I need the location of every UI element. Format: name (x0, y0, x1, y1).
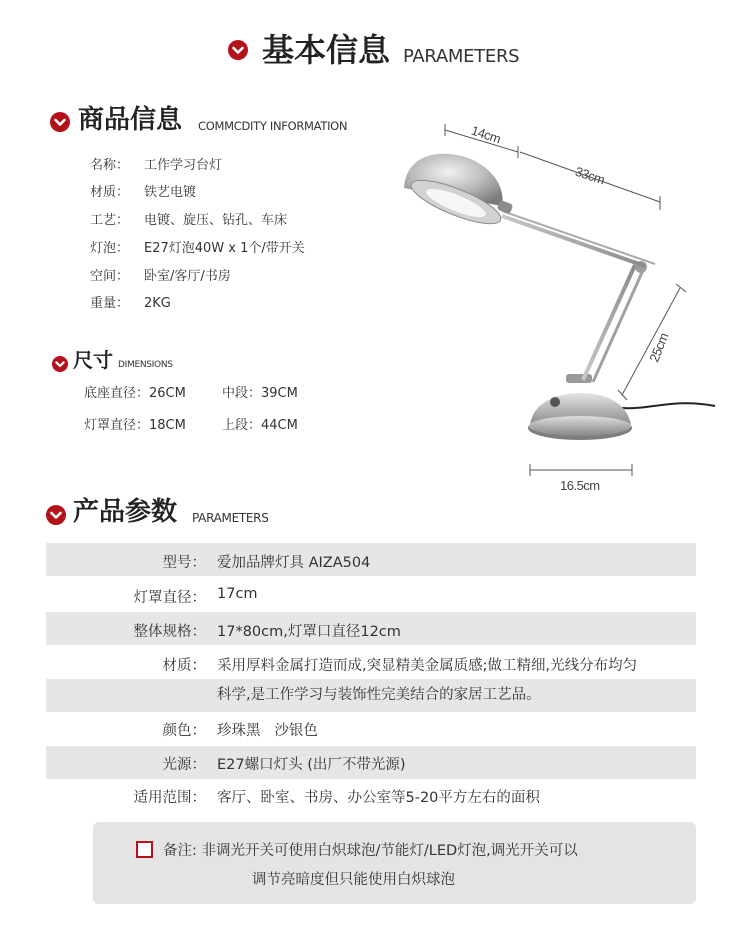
param-value-line1: 采用厚料金属打造而成,突显精美金属质感;做工精细,光线分布均匀 (217, 658, 638, 674)
chevron-badge-icon (46, 505, 66, 525)
dimension-label-upper-arm: 33cm (573, 163, 607, 188)
param-value: 17cm (217, 586, 258, 602)
param-row-model (46, 543, 696, 576)
info-value: 工作学习台灯 (144, 158, 223, 173)
param-label: 型号： (162, 555, 206, 571)
param-label: 适用范围： (133, 790, 206, 806)
param-value-line2: 科学,是工作学习与装饰性完美结合的家居工艺品。 (217, 687, 541, 703)
param-value: 17*80cm,灯罩口直径12cm (217, 624, 401, 640)
commodity-title: 商品信息 (78, 105, 183, 135)
page-title: 基本信息 (262, 31, 391, 69)
param-value: 爱加品牌灯具 AIZA504 (217, 555, 371, 571)
chevron-badge-icon (50, 112, 70, 132)
param-row-shade-diameter (46, 578, 696, 611)
param-label: 整体规格： (133, 624, 206, 640)
page-title-en: PARAMETERS (403, 46, 520, 67)
dimension-label-base-width: 16.5cm (560, 478, 600, 493)
checkbox-square-icon (136, 841, 153, 858)
dimensions-title-en: DIMENSIONS (118, 360, 173, 370)
info-label: 空间： (90, 269, 130, 284)
dimension-label-lower-arm: 25cm (646, 330, 672, 365)
param-label: 材质： (162, 658, 206, 674)
info-label: 工艺： (90, 213, 130, 228)
param-label: 灯罩直径： (133, 590, 206, 606)
param-row-applicable-range (46, 780, 696, 813)
param-value: 客厅、卧室、书房、办公室等5-20平方左右的面积 (217, 790, 540, 806)
product-title-en: PARAMETERS (192, 511, 269, 525)
info-row-space (90, 267, 231, 287)
info-label: 重量： (90, 296, 130, 311)
info-label: 材质： (90, 185, 130, 200)
info-label: 灯泡： (90, 241, 130, 256)
lamp-illustration (390, 110, 730, 500)
param-label: 光源： (162, 757, 206, 773)
dimension-shade-diameter: 灯罩直径：18CM (84, 418, 186, 433)
chevron-badge-icon (228, 40, 248, 60)
param-row-material-cont (46, 679, 696, 712)
param-value: 珍珠黑 沙银色 (217, 723, 318, 739)
info-label: 名称： (90, 158, 130, 173)
param-label: 颜色： (162, 723, 206, 739)
info-value: 卧室/客厅/书房 (144, 269, 231, 284)
chevron-badge-icon (52, 356, 68, 372)
dimension-upper-section: 上段：44CM (222, 418, 298, 433)
product-title: 产品参数 (73, 497, 178, 527)
commodity-title-en: COMMCDITY INFORMATION (198, 119, 348, 133)
note-line-1: 备注: 非调光开关可使用白炽球泡/节能灯/LED灯泡,调光开关可以 (163, 843, 578, 859)
dimension-label-shade-width: 14cm (469, 122, 503, 147)
info-value: 电镀、旋压、钻孔、车床 (144, 213, 288, 228)
note-line-2: 调节亮暗度但只能使用白炽球泡 (252, 872, 455, 888)
info-row-bulb (90, 239, 305, 259)
info-row-name (90, 156, 222, 176)
info-row-material (90, 183, 196, 203)
param-value: E27螺口灯头 (出厂不带光源) (217, 757, 406, 773)
dimension-middle-section: 中段：39CM (222, 386, 298, 401)
param-row-light-source (46, 746, 696, 779)
param-row-color (46, 712, 696, 745)
param-row-overall-size (46, 612, 696, 645)
info-row-weight (90, 294, 171, 314)
note-box (93, 822, 696, 904)
dimensions-title: 尺寸 (73, 348, 113, 372)
info-value: 铁艺电镀 (144, 185, 197, 200)
dimension-base-diameter: 底座直径：26CM (84, 386, 186, 401)
info-row-craft (90, 211, 287, 231)
info-value: E27灯泡40W x 1个/带开关 (144, 241, 305, 256)
info-value: 2KG (144, 296, 171, 311)
param-row-material (46, 645, 696, 679)
